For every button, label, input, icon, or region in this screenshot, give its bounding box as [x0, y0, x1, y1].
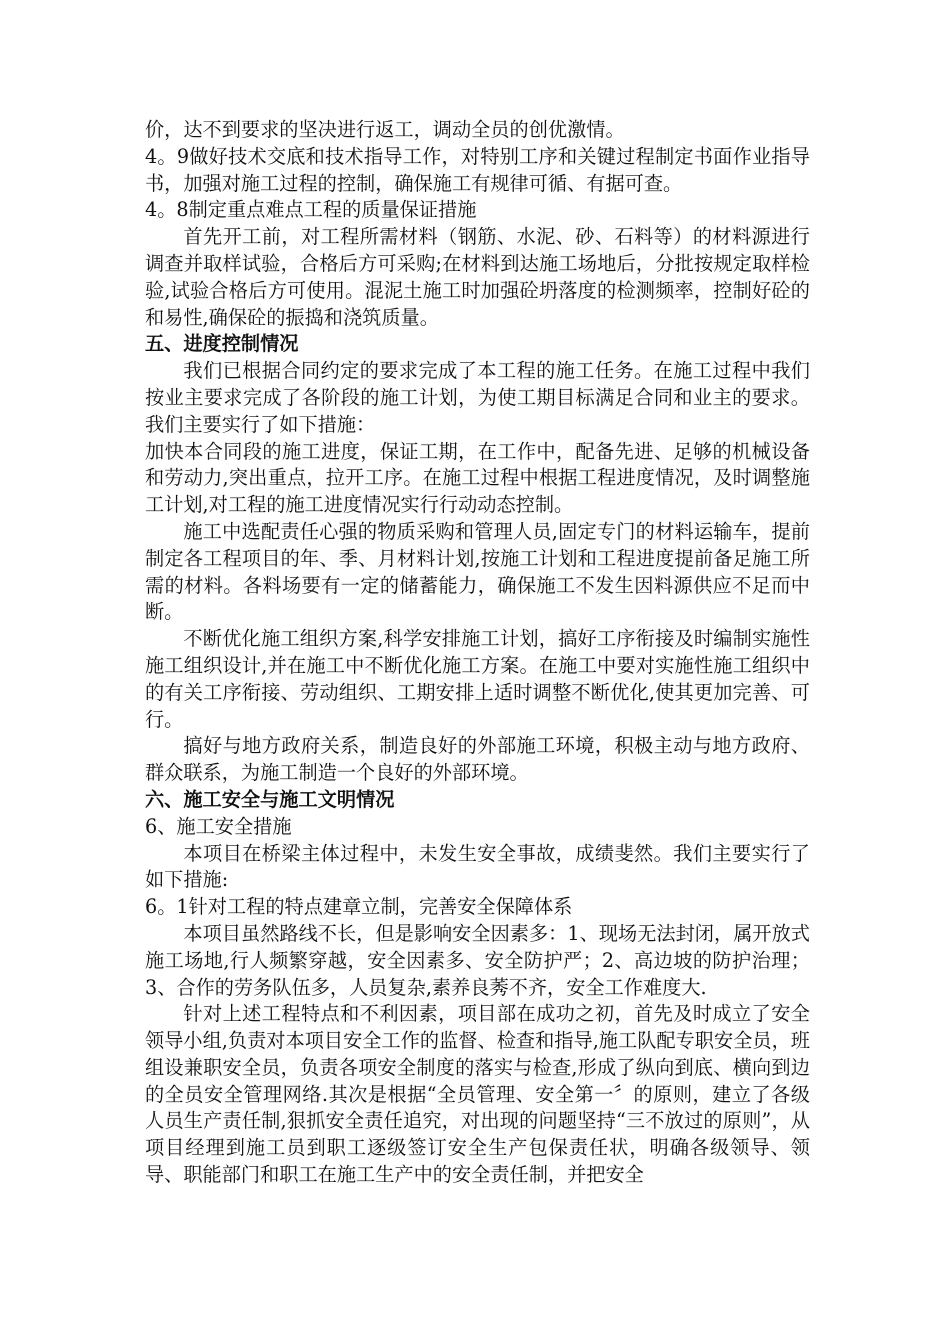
- paragraph-safety-factors: 本项目虽然路线不长，但是影响安全因素多：1、现场无法封闭，属开放式施工场地,行人频繁穿越，安全因素多、安全防护严；2、高边坡的防护治理；3、合作的劳务队伍多，人员复杂,素养良莠不齐，安全工作难度大.: [145, 921, 810, 999]
- paragraph-optimization: 不断优化施工组织方案,科学安排施工计划，搞好工序衔接及时编制实施性施工组织设计,并在施工中不断优化施工方案。在施工中要对实施性施工组织中的有关工序衔接、劳动组织、工期安排上适时调整不断优化,使其更加完善、可行。: [145, 627, 810, 731]
- paragraph-speed-up: 加快本合同段的施工进度，保证工期，在工作中，配备先进、足够的机械设备和劳动力,突出重点，拉开工序。在施工过程中根据工程进度情况，及时调整施工计划,对工程的施工进度情况实行行动动态控制。: [145, 439, 810, 517]
- paragraph-6-1-title: 6。1针对工程的特点建章立制，完善安全保障体系: [145, 895, 573, 919]
- paragraph-safety-intro: 本项目在桥梁主体过程中，未发生安全事故，成绩斐然。我们主要实行了如下措施:: [145, 841, 810, 892]
- paragraph-safety-organization: 针对上述工程特点和不利因素，项目部在成功之初，首先及时成立了安全领导小组,负责对本项目安全工作的监督、检查和指导,施工队配专职安全员，班组设兼职安全员，负责各项安全制度的落实与检查,形成了纵向到底、横向到边的全员安全管理网络.其次是根据“全员管理、安全第一〞的原则，建立了各级人员生产责任制,狠抓安全责任追究，对出现的问题坚持“三不放过的原则”，从项目经理到施工员到职工逐级签订安全生产包保责任状，明确各级领导、领导、职能部门和职工在施工生产中的安全责任制，并把安全: [145, 1002, 810, 1187]
- paragraph-4-8-title: 4。8制定重点难点工程的质量保证措施: [145, 198, 477, 222]
- paragraph-procurement: 施工中选配责任心强的物质采购和管理人员,固定专门的材料运输车，提前制定各工程项目的年、季、月材料计划,按施工计划和工程进度提前备足施工所需的材料。各料场要有一定的储蓄能力，确保施工不发生因料源供应不足而中断。: [145, 519, 810, 624]
- paragraph-4-9: 4。9做好技术交底和技术指导工作，对特别工序和关键过程制定书面作业指导书，加强对施工过程的控制，确保施工有规律可循、有据可查。: [145, 144, 810, 195]
- paragraph-continuation: 价，达不到要求的坚决进行返工，调动全员的创优激情。: [145, 118, 625, 141]
- section-heading-progress: 五、进度控制情况: [145, 332, 299, 356]
- paragraph-progress-intro: 我们已根据合同约定的要求完成了本工程的施工任务。在施工过程中我们按业主要求完成了各阶段的施工计划，为使工期目标满足合同和业主的要求。我们主要实行了如下措施：: [145, 359, 810, 436]
- section-heading-safety: 六、施工安全与施工文明情况: [145, 787, 395, 811]
- paragraph-6-title: 6、施工安全措施: [145, 814, 292, 838]
- paragraph-local-relations: 搞好与地方政府关系，制造良好的外部施工环境，积极主动与地方政府、群众联系，为施工制造一个良好的外部环境。: [145, 734, 810, 785]
- paragraph-material-control: 首先开工前，对工程所需材料（钢筋、水泥、砂、石料等）的材料源进行调查并取样试验，合格后方可采购;在材料到达施工场地后，分批按规定取样检验,试验合格后方可使用。混泥土施工时加强砼坍落度的检测频率，控制好砼的和易性,确保砼的振捣和浇筑质量。: [145, 225, 810, 329]
- document-body: [145, 117, 810, 1189]
